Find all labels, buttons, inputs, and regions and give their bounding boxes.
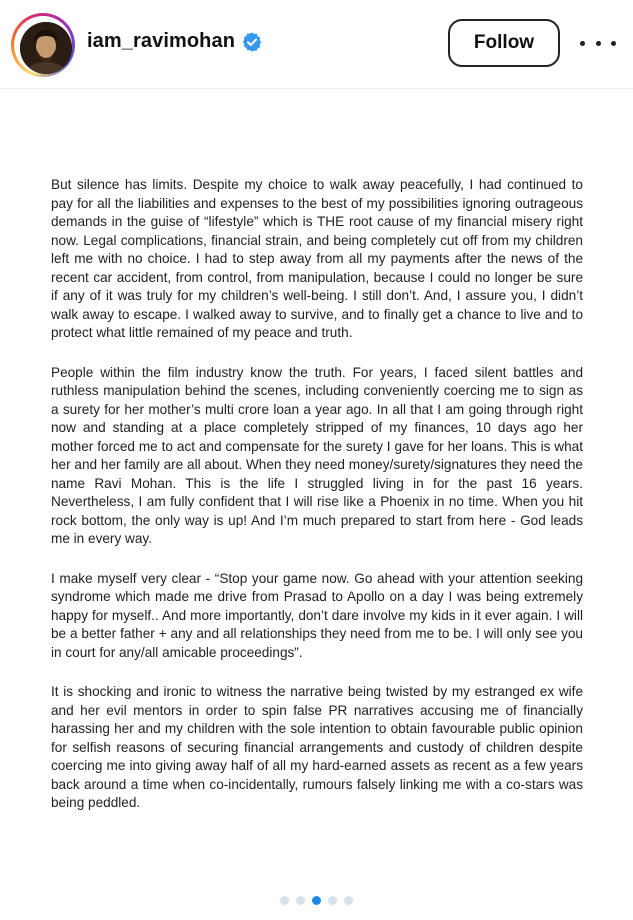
post-paragraph: I make myself very clear - “Stop your game now. Go ahead with your attention seeking syndrome which made me drive from Prasad to Apollo on a day I was being extremely happy for myself.. And more importantly, don’t dare involve my kids in it ever again. I will be a better father + any and all relationships they need from me to be. I will only see you in court for any/all amicable proceedings”. — [51, 570, 583, 660]
dot — [580, 41, 585, 46]
post-paragraph: But silence has limits. Despite my choice to walk away peacefully, I had continued to pay for all the liabilities and expenses to the best of my possibilities ignoring outrageous demands in the guise of “lifestyle” which is THE root cause of my financial misery right now. Legal complications, financial strain, and being completely cut off from my children left me with no choice. I had to step away from all my payments after the news of the recent car accident, from control, from manipulation, because I could no longer be sure if any of it was truly for my children’s well-being. I still don’t. And, I assure you, I didn’t walk away to escape. I walked away to survive, and to finally get a chance to live and to protect what little remained of my peace and truth. — [51, 177, 583, 340]
username[interactable]: iam_ravimohan — [87, 30, 236, 52]
dot — [611, 41, 616, 46]
username-row — [87, 30, 263, 53]
carousel-dot — [328, 896, 337, 905]
profile-photo-icon — [20, 22, 72, 74]
post-image-text — [51, 176, 583, 834]
follow-button[interactable]: Follow — [448, 19, 560, 67]
carousel-dot — [296, 896, 305, 905]
post-paragraph: It is shocking and ironic to witness the narrative being twisted by my estranged ex wife and her evil mentors in order to spin false PR narratives accusing me of financially harassing her and my children with the sole intention to obtain favourable public opinion for selfish reasons of securing financial arrangements and custody of children despite coercing me into giving away half of all my hard-earned assets as recent as a few years back around a time when co-incidentally, rumours falsely linking me with a co-stars was being peddled. — [51, 684, 583, 810]
carousel-dot — [344, 896, 353, 905]
more-options-icon[interactable] — [580, 32, 616, 54]
verified-badge-icon — [241, 31, 263, 53]
avatar[interactable] — [20, 22, 72, 74]
carousel-indicator — [0, 896, 633, 905]
carousel-dot — [280, 896, 289, 905]
post-paragraph: People within the film industry know the truth. For years, I faced silent battles and ruthless manipulation behind the scenes, including conveniently coercing me to sign as a surety for her mother’s multi crore loan a year ago. In all that I am going through right now and standing at a place completely stripped of my finances, 10 days ago her mother forced me to act and compensate for the surety I gave for her loans. This is what her and her family are all about. When they need money/surety/signatures they need the name Ravi Mohan. This is the life I struggled living in for the past 16 years. Nevertheless, I am fully confident that I will rise like a Phoenix in no time. When you hit rock bottom, the only way is up! And I’m much prepared to start from here - God leads me in every way. — [51, 364, 583, 546]
carousel-dot-active — [312, 896, 321, 905]
post-header — [0, 0, 633, 89]
dot — [596, 41, 601, 46]
story-ring[interactable] — [11, 13, 75, 77]
